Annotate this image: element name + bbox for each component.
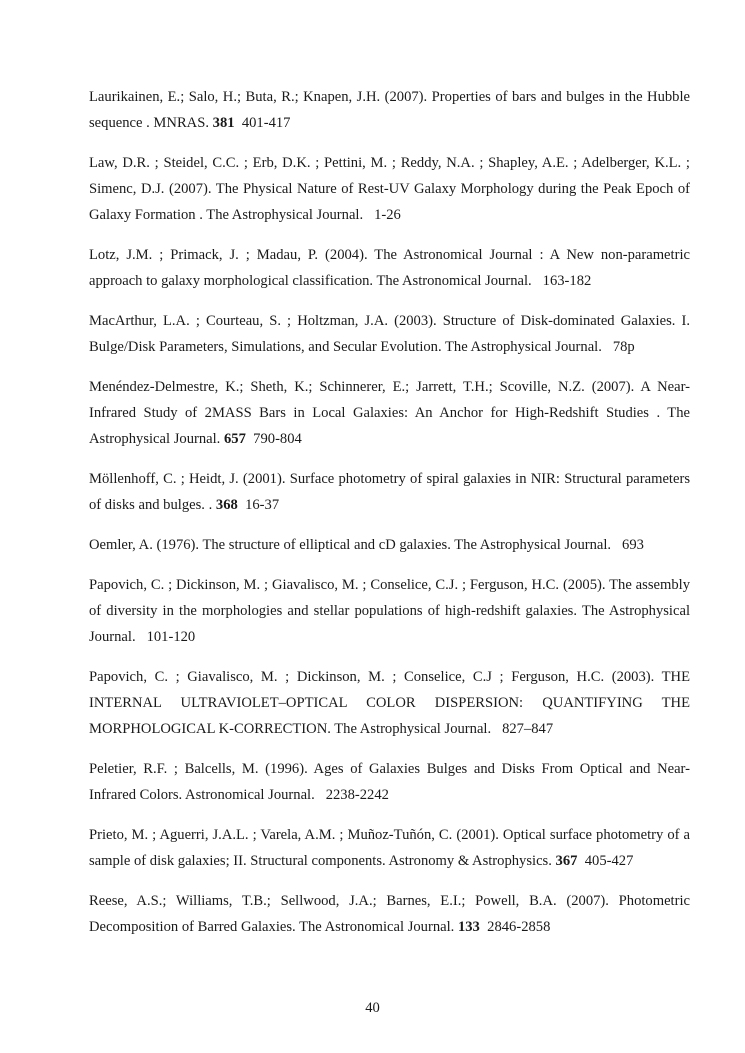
reference-pages: 790-804: [245, 431, 302, 447]
reference-pages: 16-37: [237, 497, 280, 513]
reference-pages: 101-120: [135, 629, 196, 645]
reference-text: Reese, A.S.; Williams, T.B.; Sellwood, J.A.; Barnes, E.I.; Powell, B.A. (2007). Photometric Decomposition of Barred Galaxies. The Astronomical Journal.: [89, 893, 690, 935]
reference-entry: [89, 308, 690, 360]
reference-text: Menéndez-Delmestre, K.; Sheth, K.; Schinnerer, E.; Jarrett, T.H.; Scoville, N.Z. (2007). A Near-Infrared Study of 2MASS Bars in Local Galaxies: An Anchor for High-Redshift Studies . The Astrophysical Journal.: [89, 379, 690, 447]
reference-pages: 163-182: [531, 273, 592, 289]
reference-pages: 78p: [601, 339, 635, 355]
reference-volume: 367: [555, 853, 578, 869]
reference-entry: [89, 84, 690, 136]
reference-pages: 2238-2242: [314, 787, 389, 803]
reference-pages: 2846-2858: [479, 919, 551, 935]
reference-volume: 657: [223, 431, 246, 447]
reference-text: Möllenhoff, C. ; Heidt, J. (2001). Surface photometry of spiral galaxies in NIR: Structural parameters of disks and bulges. .: [89, 471, 690, 513]
reference-text: Peletier, R.F. ; Balcells, M. (1996). Ages of Galaxies Bulges and Disks From Optical and Near-Infrared Colors. Astronomical Journal.: [89, 761, 690, 803]
reference-text: MacArthur, L.A. ; Courteau, S. ; Holtzman, J.A. (2003). Structure of Disk-dominated Galaxies. I. Bulge/Disk Parameters, Simulations, and Secular Evolution. The Astrophysical Journal.: [89, 313, 690, 355]
reference-pages: 401-417: [234, 115, 291, 131]
reference-entry: [89, 466, 690, 518]
reference-volume: 133: [457, 919, 480, 935]
reference-entry: [89, 242, 690, 294]
page-number: 40: [365, 1000, 380, 1016]
reference-pages: 405-427: [577, 853, 634, 869]
reference-volume: 368: [215, 497, 238, 513]
reference-entry: [89, 374, 690, 452]
reference-entry: [89, 888, 690, 940]
reference-text: Law, D.R. ; Steidel, C.C. ; Erb, D.K. ; Pettini, M. ; Reddy, N.A. ; Shapley, A.E. ; Adelberger, K.L. ; Simenc, D.J. (2007). The Physical Nature of Rest-UV Galaxy Morphology during the Peak Epoch of Galaxy Formation . The Astrophysical Journal.: [89, 155, 690, 223]
reference-list: [89, 84, 690, 954]
reference-pages: 693: [611, 537, 644, 553]
reference-entry: [89, 572, 690, 650]
reference-text: Prieto, M. ; Aguerri, J.A.L. ; Varela, A.M. ; Muñoz-Tuñón, C. (2001). Optical surface photometry of a sample of disk galaxies; II. Structural components. Astronomy & Astrophysics.: [89, 827, 690, 869]
reference-pages: 1-26: [363, 207, 401, 223]
reference-entry: [89, 664, 690, 742]
reference-text: Papovich, C. ; Dickinson, M. ; Giavalisco, M. ; Conselice, C.J. ; Ferguson, H.C. (2005). The assembly of diversity in the morphologies and stellar populations of high-redshift galaxies. The Astrophysical Journal.: [89, 577, 690, 645]
reference-entry: [89, 822, 690, 874]
reference-entry: [89, 756, 690, 808]
reference-pages: 827–847: [491, 721, 554, 737]
reference-text: Papovich, C. ; Giavalisco, M. ; Dickinson, M. ; Conselice, C.J ; Ferguson, H.C. (2003). THE INTERNAL ULTRAVIOLET–OPTICAL COLOR DISPERSION: QUANTIFYING THE MORPHOLOGICAL K-CORRECTION. The Astrophysical Journal.: [89, 669, 690, 737]
reference-entry: [89, 532, 690, 558]
reference-volume: 381: [212, 115, 235, 131]
reference-text: Lotz, J.M. ; Primack, J. ; Madau, P. (2004). The Astronomical Journal : A New non-parametric approach to galaxy morphological classification. The Astronomical Journal.: [89, 247, 690, 289]
reference-entry: [89, 150, 690, 228]
reference-text: Laurikainen, E.; Salo, H.; Buta, R.; Knapen, J.H. (2007). Properties of bars and bulges in the Hubble sequence . MNRAS.: [89, 89, 690, 131]
reference-text: Oemler, A. (1976). The structure of elliptical and cD galaxies. The Astrophysical Journal.: [89, 537, 612, 553]
